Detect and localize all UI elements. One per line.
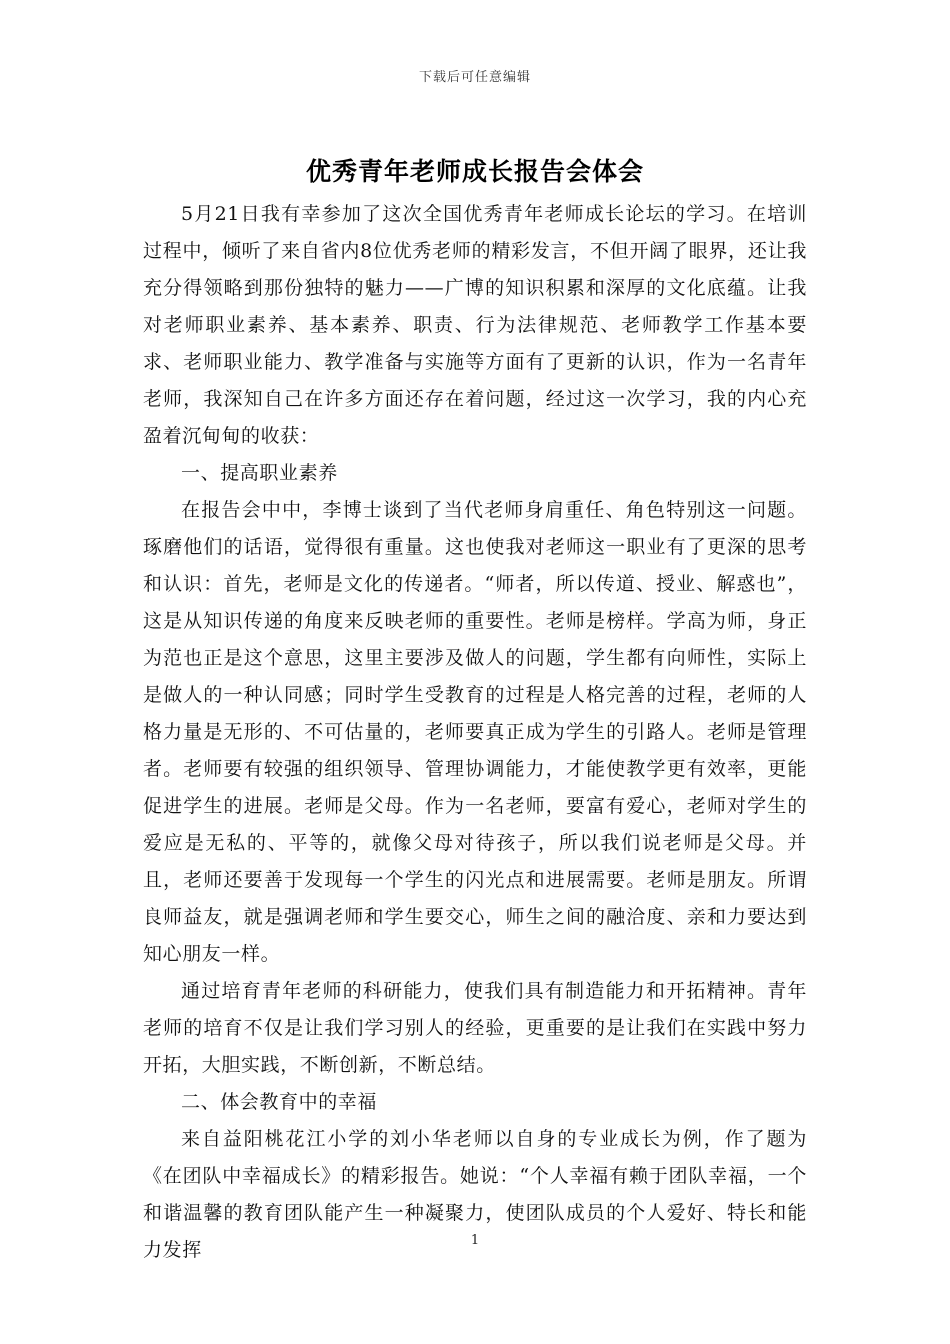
section-heading-2: 二、体会教育中的幸福	[181, 1091, 378, 1113]
paragraph-teacher-roles: 在报告会中中，李博士谈到了当代老师身肩重任、角色特别这一问题。琢磨他们的话语，觉得很有重量。这也使我对老师这一职业有了更深的思考和认识：首先，老师是文化的传递者。“师者，所以传道、授业、解惑也”，这是从知识传递的角度来反映老师的重要性。老师是榜样。学高为师，身正为范也正是这个意思，这里主要涉及做人的问题，学生都有向师性，实际上是做人的一种认同感；同时学生受教育的过程是人格完善的过程，老师的人格力量是无形的、不可估量的，老师要真正成为学生的引路人。老师是管理者。老师要有较强的组织领导、管理协调能力，才能使教学更有效率，更能促进学生的进展。老师是父母。作为一名老师，要富有爱心，老师对学生的爱应是无私的、平等的，就像父母对待孩子，所以我们说老师是父母。并且，老师还要善于发现每一个学生的闪光点和进展需要。老师是朋友。所谓良师益友，就是强调老师和学生要交心，师生之间的融洽度、亲和力要达到知心朋友一样。	[143, 499, 807, 965]
header-note: 下载后可任意编辑	[418, 70, 531, 85]
paragraph-team-happiness: 来自益阳桃花江小学的刘小华老师以自身的专业成长为例，作了题为《在团队中幸福成长》的精彩报告。她说：“个人幸福有赖于团队幸福，一个和谐温馨的教育团队能产生一种凝聚力，使团队成员的个人爱好、特长和能力发挥	[143, 1128, 807, 1261]
section-heading-1: 一、提高职业素养	[181, 462, 338, 484]
paragraph-intro: 5月21日我有幸参加了这次全国优秀青年老师成长论坛的学习。在培训过程中，倾听了来自省内8位优秀老师的精彩发言，不但开阔了眼界，还让我充分得领略到那份独特的魅力——广博的知识积累和深厚的文化底蕴。让我对老师职业素养、基本素养、职责、行为法律规范、老师教学工作基本要求、老师职业能力、教学准备与实施等方面有了更新的认识，作为一名青年老师，我深知自己在许多方面还存在着问题，经过这一次学习，我的内心充盈着沉甸甸的收获：	[143, 203, 807, 447]
page-number: 1	[470, 1233, 480, 1248]
document-body	[143, 196, 807, 1269]
paragraph-research-ability: 通过培育青年老师的科研能力，使我们具有制造能力和开拓精神。青年老师的培育不仅是让我们学习别人的经验，更重要的是让我们在实践中努力开拓，大胆实践，不断创新，不断总结。	[143, 980, 807, 1076]
document-title: 优秀青年老师成长报告会体会	[305, 157, 644, 186]
